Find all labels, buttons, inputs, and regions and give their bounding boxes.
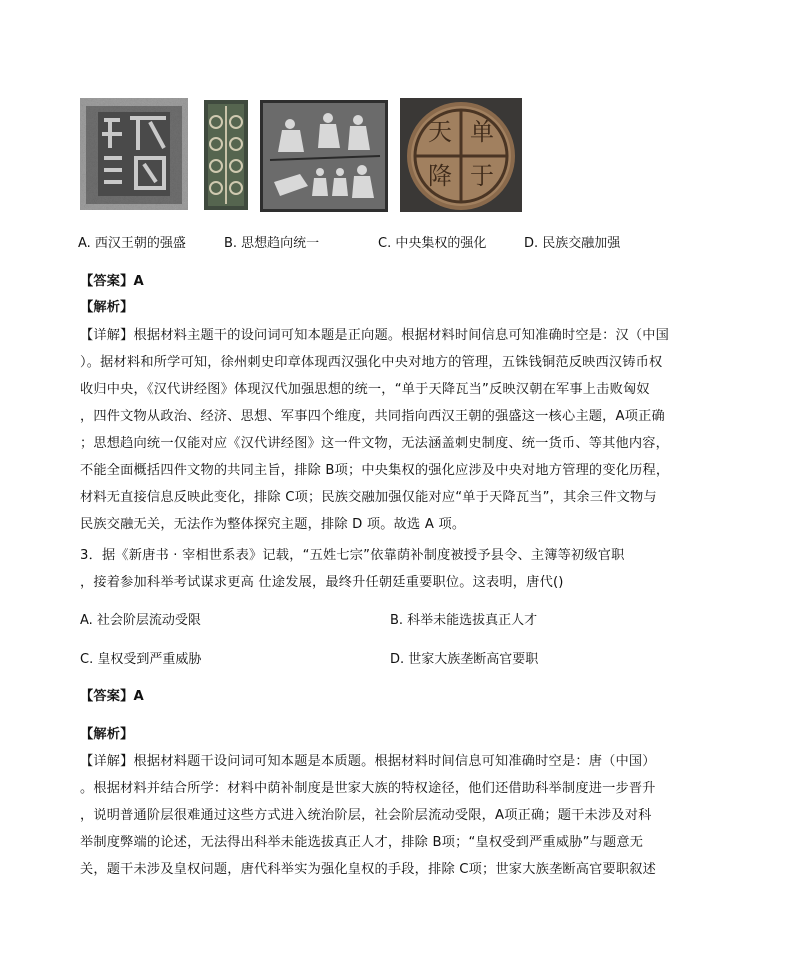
q3-detail-line: 。根据材料并结合所学：材料中荫补制度是世家大族的特权途径，他们还借助科举制度进一步晋升 xyxy=(80,781,656,796)
q2-answer: 【答案】A xyxy=(80,274,144,289)
q3-option-b: B. 科举未能选拔真正人才 xyxy=(390,613,538,628)
q3-detail-line: 关，题干未涉及皇权问题，唐代科举实为强化皇权的手段，排除 C项；世家大族垄断高官要职叙述 xyxy=(80,862,657,877)
tile-char-1: 单 xyxy=(470,118,494,146)
han-lecture-rubbing-image xyxy=(260,100,388,212)
tile-char-2: 于 xyxy=(470,162,494,190)
q3-detail-line: ，说明普通阶层很难通过这些方式进入统治阶层，社会阶层流动受限，A项正确；题干未涉及对科 xyxy=(80,808,652,823)
q3-stem-line: 3．据《新唐书 · 宰相世系表》记载，“五姓七宗”依靠荫补制度被授予县令、主簿等初级官职 xyxy=(80,548,625,563)
seal-stamp-image xyxy=(80,98,188,210)
eave-tile-image xyxy=(400,98,522,212)
q3-option-a: A. 社会阶层流动受限 xyxy=(80,613,201,628)
q2-detail-line: 材料无直接信息反映此变化，排除 C项；民族交融加强仅能对应“单于天降瓦当”，其余三件文物与 xyxy=(80,490,657,505)
q2-detail-line: 收归中央，《汉代讲经图》体现汉代加强思想的统一，“单于天降瓦当”反映汉朝在军事上击败匈奴 xyxy=(80,382,650,397)
q2-option-c: C. 中央集权的强化 xyxy=(378,236,487,251)
q3-stem-line: ，接着参加科举考试谋求更高 仕途发展，最终升任朝廷重要职位。这表明，唐代() xyxy=(80,575,564,590)
q2-detail-line: ；思想趋向统一仅能对应《汉代讲经图》这一件文物，无法涵盖刺史制度、统一货币、等其他内容， xyxy=(80,436,670,451)
q2-analysis-title: 【解析】 xyxy=(80,300,134,315)
q2-detail-line: ，四件文物从政治、经济、思想、军事四个维度，共同指向西汉王朝的强盛这一核心主题，A项正确 xyxy=(80,409,665,424)
q2-option-b: B. 思想趋向统一 xyxy=(224,236,320,251)
q3-option-d: D. 世家大族垄断高官要职 xyxy=(390,652,539,667)
q3-analysis-title: 【解析】 xyxy=(80,727,134,742)
q3-detail-line: 举制度弊端的论述，无法得出科举未能选拔真正人才，排除 B项；“皇权受到严重威胁”与题意无 xyxy=(80,835,644,850)
q2-detail-line: 民族交融无关，无法作为整体探究主题，排除 D 项。故选 A 项。 xyxy=(80,517,466,532)
q2-detail-line: ）。据材料和所学可知，徐州刺史印章体现西汉强化中央对地方的管理，五铢钱铜范反映西汉铸币权 xyxy=(80,355,663,370)
q2-option-d: D. 民族交融加强 xyxy=(524,236,621,251)
q2-detail-line: 【详解】根据材料主题干的设问词可知本题是正向题。根据材料时间信息可知准确时空是：汉（中国 xyxy=(80,328,670,343)
q3-detail-line: 【详解】根据材料题干设问词可知本题是本质题。根据材料时间信息可知准确时空是：唐（中国） xyxy=(80,754,656,769)
q3-option-c: C. 皇权受到严重威胁 xyxy=(80,652,202,667)
q3-answer: 【答案】A xyxy=(80,689,144,704)
tile-char-4: 降 xyxy=(428,162,452,190)
tile-char-3: 天 xyxy=(428,118,452,146)
q2-detail-line: 不能全面概括四件文物的共同主旨，排除 B项；中央集权的强化应涉及中央对地方管理的变化历程， xyxy=(80,463,670,478)
bronze-coin-mold-image xyxy=(204,100,248,210)
q2-option-a: A. 西汉王朝的强盛 xyxy=(78,236,186,251)
